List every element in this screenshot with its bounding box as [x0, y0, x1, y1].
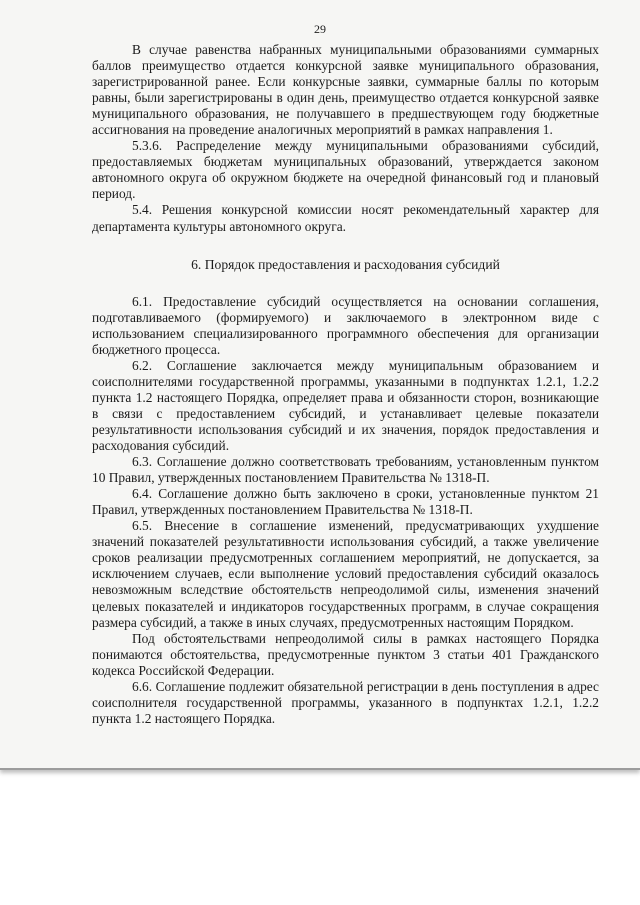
paragraph-6-2: 6.2. Соглашение заключается между муниципальным образованием и соисполнителями государственной программы, указанными в подпунктах 1.2.1, 1.2.2 пункта 1.2 настоящего Порядка, определяет права и обязанности сторон, возникающие в связи с предоставлением субсидий, и устанавливает целевые показатели результативности использования субсидий и их значения, порядок предоставления и расходования субсидий.	[92, 357, 599, 454]
paragraph-tie-break: В случае равенства набранных муниципальными образованиями суммарных баллов преимущество отдается конкурсной заявке муниципального образования, зарегистрированной ранее. Если конкурсные заявки, суммарные баллы по которым равны, были зарегистрированы в один день, преимущество отдается конкурсной заявке муниципального образования, не получавшего в предшествующем году бюджетные ассигнования на проведение аналогичных мероприятий в рамках направления 1.	[92, 42, 599, 138]
paragraph-6-4: 6.4. Соглашение должно быть заключено в сроки, установленные пунктом 21 Правил, утвержденных постановлением Правительства № 1318-П.	[92, 486, 599, 518]
paragraph-6-6: 6.6. Соглашение подлежит обязательной регистрации в день поступления в адрес соисполнителя государственной программы, указанного в подпунктах 1.2.1, 1.2.2 пункта 1.2 настоящего Порядка.	[92, 678, 599, 726]
paragraph-5-4: 5.4. Решения конкурсной комиссии носят рекомендательный характер для департамента культуры автономного округа.	[92, 202, 599, 234]
paragraph-6-5: 6.5. Внесение в соглашение изменений, предусматривающих ухудшение значений показателей результативности использования субсидий, а также увеличение сроков реализации предусмотренных соглашением мероприятий, не допускается, за исключением случаев, если выполнение условий предоставления субсидий оказалось невозможным вследствие обстоятельств непреодолимой силы, изменения значений целевых показателей и индикаторов государственных программ, в случае сокращения размера субсидий, а также в иных случаях, предусмотренных настоящим Порядком.	[92, 518, 599, 630]
paragraph-force-majeure: Под обстоятельствами непреодолимой силы в рамках настоящего Порядка понимаются обстоятельства, предусмотренные пунктом 3 статьи 401 Гражданского кодекса Российской Федерации.	[92, 630, 599, 678]
document-body	[92, 42, 599, 727]
paragraph-6-3: 6.3. Соглашение должно соответствовать требованиям, установленным пунктом 10 Правил, утвержденных постановлением Правительства № 1318-П.	[92, 454, 599, 486]
section-heading: 6. Порядок предоставления и расходования субсидий	[191, 256, 500, 272]
paragraph-5-3-6: 5.3.6. Распределение между муниципальными образованиями субсидий, предоставляемых бюджетам муниципальных образований, утверждается законом автономного округа об окружном бюджете на очередной финансовый год и плановый период.	[92, 138, 599, 202]
page-number: 29	[314, 22, 326, 36]
paragraph-6-1: 6.1. Предоставление субсидий осуществляется на основании соглашения, подготавливаемого (формируемого) и заключаемого в электронном виде с использованием специализированного программного обеспечения для организации бюджетного процесса.	[92, 293, 599, 357]
